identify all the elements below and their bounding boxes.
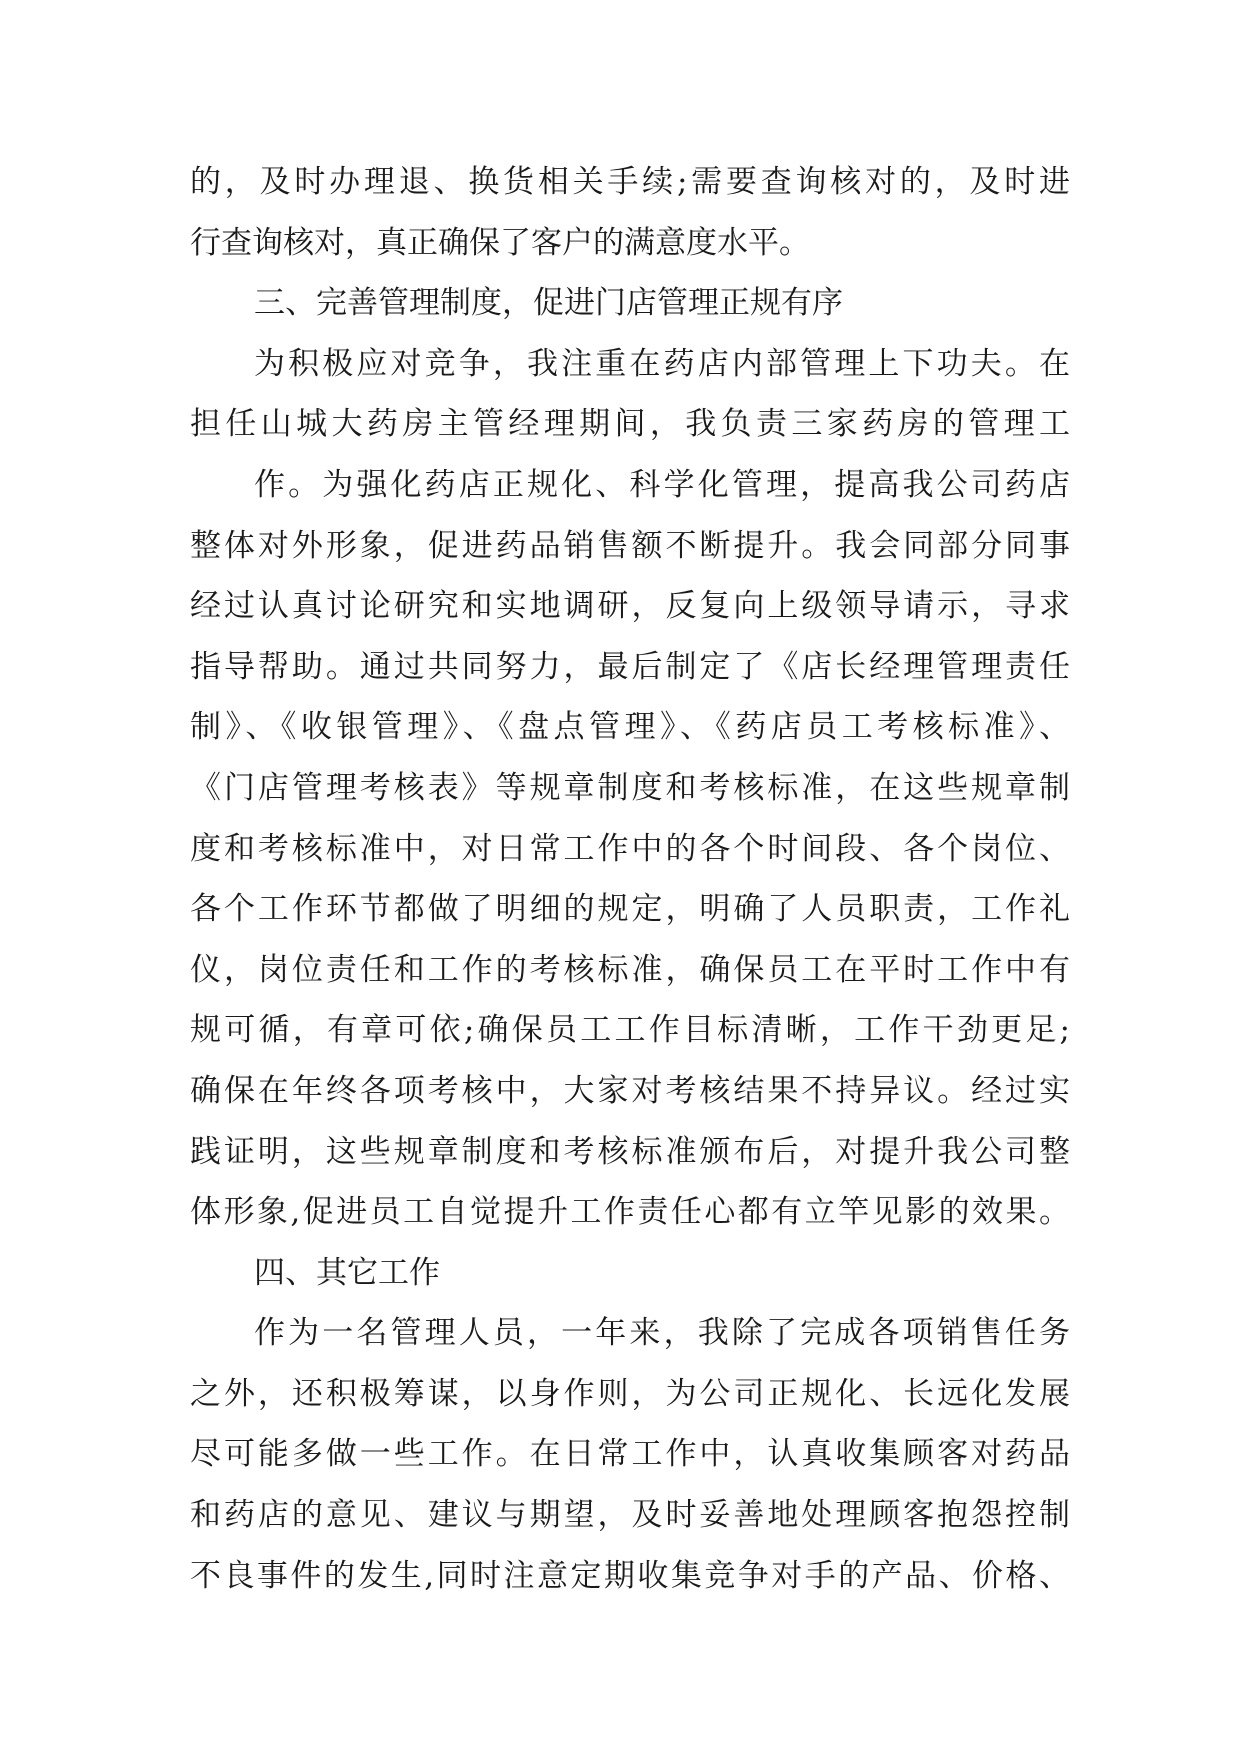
text-line-2: 行查询核对，真正确保了客户的满意度水平。 — [190, 224, 810, 261]
text-line-17: 践证明，这些规章制度和考核标准颁布后，对提升我公司整 — [190, 1133, 1070, 1170]
text-line-23: 和药店的意见、建议与期望，及时妥善地处理顾客抱怨控制 — [190, 1497, 1070, 1534]
text-line-11: 《门店管理考核表》等规章制度和考核标准，在这些规章制 — [190, 769, 1070, 806]
text-line-1: 的，及时办理退、换货相关手续;需要查询核对的，及时进 — [190, 164, 1070, 200]
text-line-12: 度和考核标准中，对日常工作中的各个时间段、各个岗位、 — [190, 830, 1070, 867]
section-heading-4: 四、其它工作 — [254, 1254, 440, 1291]
text-line-10: 制》、《收银管理》、《盘点管理》、《药店员工考核标准》、 — [190, 709, 1070, 746]
text-line-22: 尽可能多做一些工作。在日常工作中，认真收集顾客对药品 — [190, 1436, 1070, 1473]
text-line-6: 作。为强化药店正规化、科学化管理，提高我公司药店 — [254, 466, 1070, 503]
text-line-18: 体形象,促进员工自觉提升工作责任心都有立竿见影的效果。 — [190, 1194, 1070, 1231]
text-line-8: 经过认真讨论研究和实地调研，反复向上级领导请示，寻求 — [190, 588, 1070, 625]
text-line-20: 作为一名管理人员，一年来，我除了完成各项销售任务 — [254, 1315, 1070, 1352]
text-line-5: 担任山城大药房主管经理期间，我负责三家药房的管理工 — [190, 406, 1070, 443]
document-body — [190, 152, 1070, 1606]
text-line-9: 指导帮助。通过共同努力，最后制定了《店长经理管理责任 — [190, 648, 1070, 685]
text-line-24: 不良事件的发生,同时注意定期收集竞争对手的产品、价格、 — [190, 1557, 1070, 1594]
text-line-15: 规可循，有章可依;确保员工工作目标清晰，工作干劲更足; — [190, 1012, 1070, 1049]
text-line-14: 仪，岗位责任和工作的考核标准，确保员工在平时工作中有 — [190, 951, 1070, 988]
text-line-13: 各个工作环节都做了明细的规定，明确了人员职责，工作礼 — [190, 891, 1070, 928]
text-line-16: 确保在年终各项考核中，大家对考核结果不持异议。经过实 — [190, 1072, 1070, 1109]
section-heading-3: 三、完善管理制度，促进门店管理正规有序 — [254, 285, 843, 322]
text-line-4: 为积极应对竞争，我注重在药店内部管理上下功夫。在 — [254, 345, 1070, 382]
text-line-21: 之外，还积极筹谋，以身作则，为公司正规化、长远化发展 — [190, 1375, 1070, 1412]
text-line-7: 整体对外形象，促进药品销售额不断提升。我会同部分同事 — [190, 527, 1070, 564]
